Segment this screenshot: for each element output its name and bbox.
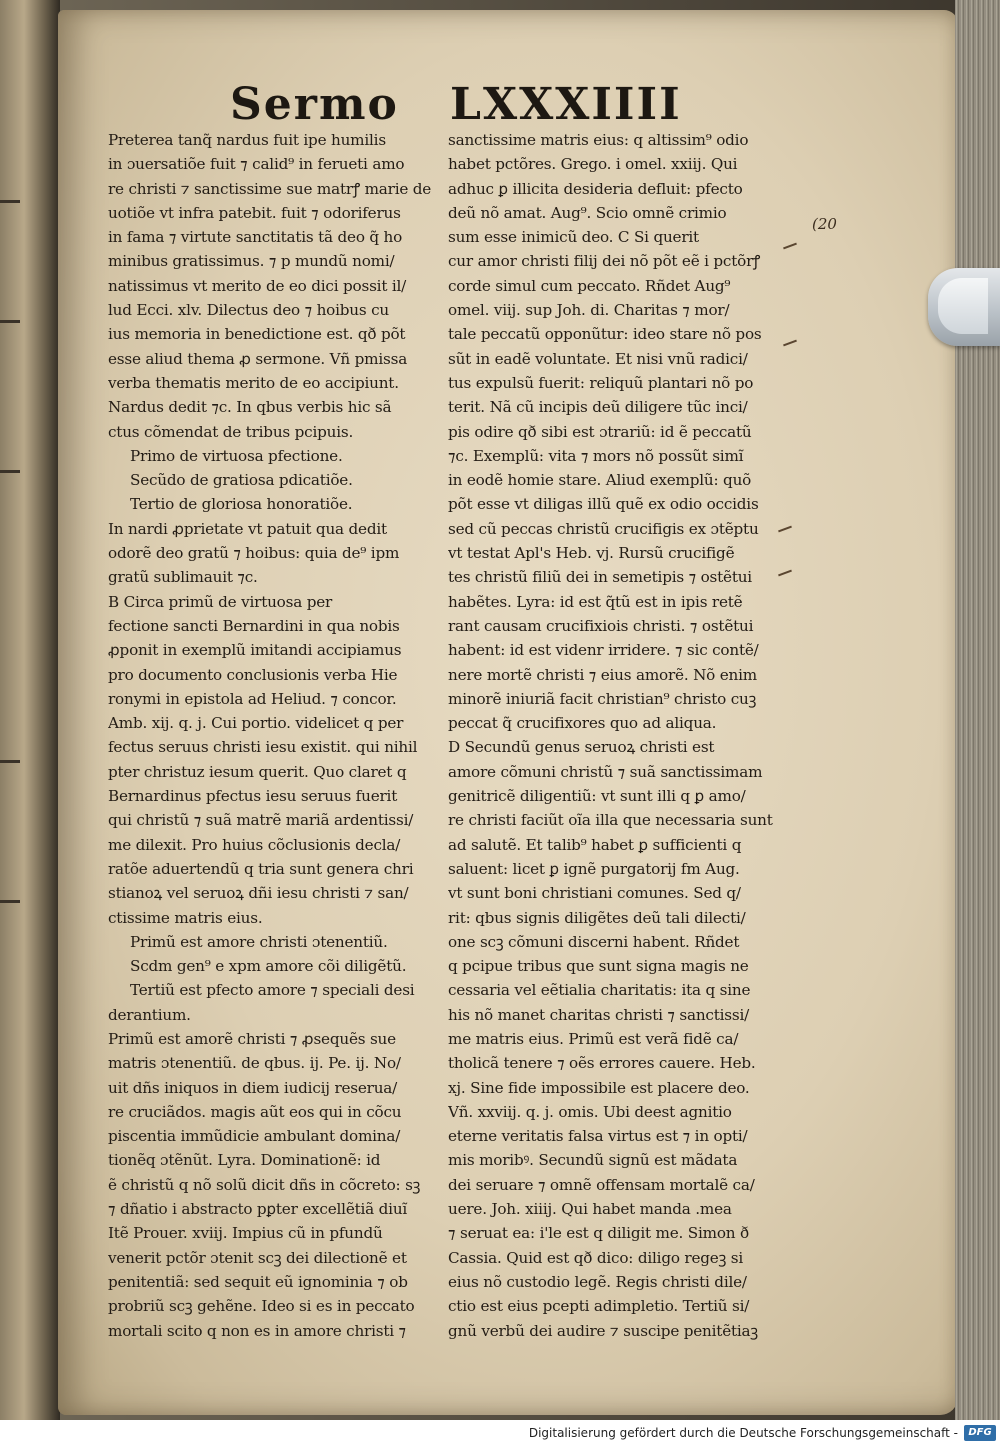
text-line: terit. Nã cũ incipis deũ diligere tũc inci/ — [448, 398, 748, 417]
text-line: ad salutẽ. Et talib⁹ habet ꝑ sufficienti q — [448, 835, 742, 854]
text-line: tes christũ filiũ dei in semetipis ⁊ ostẽtui — [448, 568, 752, 587]
text-line: mis moribꝰ. Secundũ signũ est mãdata — [448, 1151, 738, 1170]
text-line: habet pctõres. Grego. i omel. xxiij. Qui — [448, 155, 738, 174]
text-line: B Circa primũ de virtuosa per — [108, 592, 333, 611]
footer-bar — [0, 1420, 1000, 1447]
text-line: deũ nõ amat. Aug⁹. Scio omnẽ crimio — [448, 203, 727, 222]
text-line: penitentiã: sed sequit eũ ignominia ⁊ ob — [108, 1272, 408, 1291]
text-line: in eodẽ homie stare. Aliud exemplũ: quõ — [448, 471, 752, 490]
text-line: me matris eius. Primũ est verã fidẽ ca/ — [448, 1029, 739, 1048]
text-line: derantium. — [108, 1005, 191, 1024]
text-line: one scꝫ cõmuni discerni habent. Rñdet — [448, 932, 740, 951]
text-line: ctissime matris eius. — [108, 908, 263, 927]
text-column-right — [448, 128, 788, 1343]
text-line: ctio est eius pcepti adimpletio. Tertiũ si/ — [448, 1297, 750, 1316]
text-line: nere mortẽ christi ⁊ eius amorẽ. Nõ enim — [448, 665, 757, 684]
text-line: Scdm gen⁹ e xpm amore cõi diligẽtũ. — [130, 957, 407, 976]
text-line: verba thematis merito de eo accipiunt. — [108, 373, 399, 392]
text-line: Primũ est amorẽ christi ⁊ ꝓsequẽs sue — [108, 1029, 396, 1048]
text-line: eius nõ custodio legẽ. Regis christi dile/ — [448, 1272, 747, 1291]
text-line: natissimus vt merito de eo dici possit il/ — [108, 276, 407, 295]
text-line: peccat q̃ crucifixores quo ad aliqua. — [448, 714, 717, 733]
text-line: tale peccatũ opponũtur: ideo stare nõ pos — [448, 325, 762, 344]
text-line: in fama ⁊ virtute sanctitatis tã deo q̃ ho — [108, 228, 403, 247]
text-line: saluent: licet ꝑ ignẽ purgatorij fm Aug. — [448, 859, 740, 878]
text-line: Secũdo de gratiosa pdicatiõe. — [130, 471, 353, 490]
text-line: qui christũ ⁊ suã matrẽ mariã ardentissi/ — [108, 811, 414, 830]
text-line: Tertio de gloriosa honoratiõe. — [130, 495, 353, 514]
text-line: Nardus dedit ⁊c. In qbus verbis hic sã — [108, 398, 392, 417]
text-line: Tertiũ est pfecto amore ⁊ speciali desi — [130, 981, 415, 1000]
text-line: Cassia. Quid est qð dico: diligo regeꝫ si — [448, 1248, 744, 1267]
text-line: In nardi ꝓprietate vt patuit qua dedit — [108, 519, 387, 538]
text-line: odorẽ deo gratũ ⁊ hoibus: quia de⁹ ipm — [108, 544, 400, 563]
text-line: amore cõmuni christũ ⁊ suã sanctissimam — [448, 762, 763, 781]
text-line: eterne veritatis falsa virtus est ⁊ in opti/ — [448, 1127, 748, 1146]
text-line: ⁊ dñatio i abstracto pꝑter excellẽtiã diuĩ — [108, 1200, 408, 1219]
text-line: Primo de virtuosa pfectione. — [130, 446, 343, 465]
text-line: rant causam crucifixiois christi. ⁊ ostẽtui — [448, 616, 754, 635]
text-line: esse aliud thema ꝓ sermone. Vñ pmissa — [108, 349, 408, 368]
text-line: ꝓponit in exemplũ imitandi accipiamus — [108, 641, 402, 660]
text-line: tholicã tenere ⁊ oẽs errores cauere. Heb. — [448, 1054, 756, 1073]
text-line: genitricẽ diligentiũ: vt sunt illi q ꝑ amo/ — [448, 787, 746, 806]
text-line: matris ɔtenentiũ. de qbus. ij. Pe. ij. No/ — [108, 1054, 401, 1073]
text-line: corde simul cum peccato. Rñdet Aug⁹ — [448, 276, 731, 295]
text-column-left — [108, 128, 443, 1343]
text-line: ẽ christũ q nõ solũ dicit dñs in cõcreto: sꝫ — [108, 1175, 421, 1194]
text-line: fectione sancti Bernardini in qua nobis — [108, 616, 400, 635]
text-line: uotiõe vt infra patebit. fuit ⁊ odoriferus — [108, 203, 401, 222]
text-line: pis odire qð sibi est ɔtrariũ: id ẽ peccatũ — [448, 422, 752, 441]
text-line: q pcipue tribus que sunt signa magis ne — [448, 957, 749, 976]
text-line: põt esse vt diligas illũ quẽ ex odio occidis — [448, 495, 759, 514]
text-line: Bernardinus pfectus iesu seruus fuerit — [108, 787, 398, 806]
text-line: habẽtes. Lyra: id est q̃tũ est in ipis retẽ — [448, 592, 743, 611]
text-line: rit: qbus signis diligẽtes deũ tali dilecti/ — [448, 908, 746, 927]
text-line: uit dñs iniquos in diem iudicij reserua/ — [108, 1078, 398, 1097]
text-line: habent: id est videnr irridere. ⁊ sic contẽ/ — [448, 641, 759, 660]
text-line: piscentia immũdicie ambulant domina/ — [108, 1127, 401, 1146]
text-line: minorẽ iniuriã facit christian⁹ christo cuꝫ — [448, 689, 757, 708]
text-line: minibus gratissimus. ⁊ p mundũ nomi/ — [108, 252, 395, 271]
text-line: mortali scito q non es in amore christi ⁊ — [108, 1321, 406, 1340]
page-heading — [230, 80, 690, 130]
text-line: D Secundũ genus seruoꝝ christi est — [448, 738, 715, 757]
text-line: sum esse inimicũ deo. C Si querit — [448, 228, 699, 247]
text-line: pter christuz iesum querit. Quo claret q — [108, 762, 407, 781]
heading-numeral: LXXXIIII — [450, 79, 682, 130]
text-line: uere. Joh. xiiij. Qui habet manda .mea — [448, 1200, 732, 1219]
text-line: tionẽq ɔtẽnũt. Lyra. Dominationẽ: id — [108, 1151, 381, 1170]
marginal-note: (20 — [812, 215, 837, 233]
text-line: Itẽ Prouer. xviij. Impius cũ in pfundũ — [108, 1224, 383, 1243]
text-line: his nõ manet charitas christi ⁊ sanctissi/ — [448, 1005, 750, 1024]
text-line: re christi ⁊ sanctissime sue matrꝭ marie de — [108, 179, 432, 198]
text-line: ⁊c. Exemplũ: vita ⁊ mors nõ possũt simĩ — [448, 446, 744, 465]
dfg-logo-icon: DFG — [964, 1425, 996, 1441]
text-line: vt testat Apl's Heb. vj. Rursũ crucifigẽ — [448, 544, 735, 563]
text-line: pro documento conclusionis verba Hie — [108, 665, 398, 684]
text-line: Primũ est amore christi ɔtenentiũ. — [130, 932, 388, 951]
text-line: sed cũ peccas christũ crucifigis ex ɔtẽptu — [448, 519, 759, 538]
text-line: ius memoria in benedictione est. qð põt — [108, 325, 406, 344]
text-line: re christi faciũt oĩa illa que necessaria sunt — [448, 811, 773, 830]
book-fore-edge — [955, 0, 1000, 1420]
facing-page-edge — [0, 0, 60, 1420]
text-line: lud Ecci. xlv. Dilectus deo ⁊ hoibus cu — [108, 301, 389, 320]
text-line: gratũ sublimauit ⁊c. — [108, 568, 258, 587]
text-line: cur amor christi filij dei nõ põt eẽ i pctõrꝭ — [448, 252, 761, 271]
text-line: fectus seruus christi iesu existit. qui nihil — [108, 738, 418, 757]
page-clip — [928, 268, 1000, 346]
text-line: in ɔuersatiõe fuit ⁊ calid⁹ in ferueti amo — [108, 155, 405, 174]
text-line: stianoꝝ vel seruoꝝ dñi iesu christi ⁊ san/ — [108, 884, 409, 903]
text-line: Preterea tanq̃ nardus fuit ipe humilis — [108, 131, 386, 149]
text-line: probriũ scꝫ gehẽne. Ideo si es in peccato — [108, 1297, 415, 1316]
text-line: omel. viij. sup Joh. di. Charitas ⁊ mor/ — [448, 301, 730, 320]
text-line: sũt in eadẽ voluntate. Et nisi vnũ radici/ — [448, 349, 748, 368]
text-line: xj. Sine fide impossibile est placere deo. — [448, 1078, 750, 1097]
text-line: venerit pctõr ɔtenit scꝫ dei dilectionẽ et — [108, 1248, 407, 1267]
text-line: vt sunt boni christiani comunes. Sed q/ — [448, 884, 741, 903]
text-line: re cruciãdos. magis aũt eos qui in cõcu — [108, 1102, 402, 1121]
text-line: adhuc ꝑ illicita desideria defluit: pfecto — [448, 179, 743, 198]
text-line: dei seruare ⁊ omnẽ offensam mortalẽ ca/ — [448, 1175, 755, 1194]
text-line: gnũ verbũ dei audire ⁊ suscipe penitẽtiaꝫ — [448, 1321, 758, 1340]
text-line: me dilexit. Pro huius cõclusionis decla/ — [108, 835, 401, 854]
text-line: cessaria vel eẽtialia charitatis: ita q sine — [448, 981, 751, 1000]
funding-notice: Digitalisierung gefördert durch die Deutsche Forschungsgemeinschaft - — [528, 1426, 958, 1440]
text-line: tus expulsũ fuerit: reliquũ plantari nõ po — [448, 373, 754, 392]
heading-word: Sermo — [230, 79, 399, 130]
text-line: ratõe aduertendũ q tria sunt genera chri — [108, 859, 414, 878]
text-line: ctus cõmendat de tribus pcipuis. — [108, 422, 354, 441]
text-line: ⁊ seruat ea: i'le est q diligit me. Simon ð — [448, 1224, 749, 1243]
text-line: Amb. xij. q. j. Cui portio. videlicet q per — [108, 714, 404, 733]
text-line: ronymi in epistola ad Heliud. ⁊ concor. — [108, 689, 397, 708]
text-line: Vñ. xxviij. q. j. omis. Ubi deest agnitio — [448, 1102, 732, 1121]
text-line: sanctissime matris eius: q altissim⁹ odio — [448, 131, 749, 149]
